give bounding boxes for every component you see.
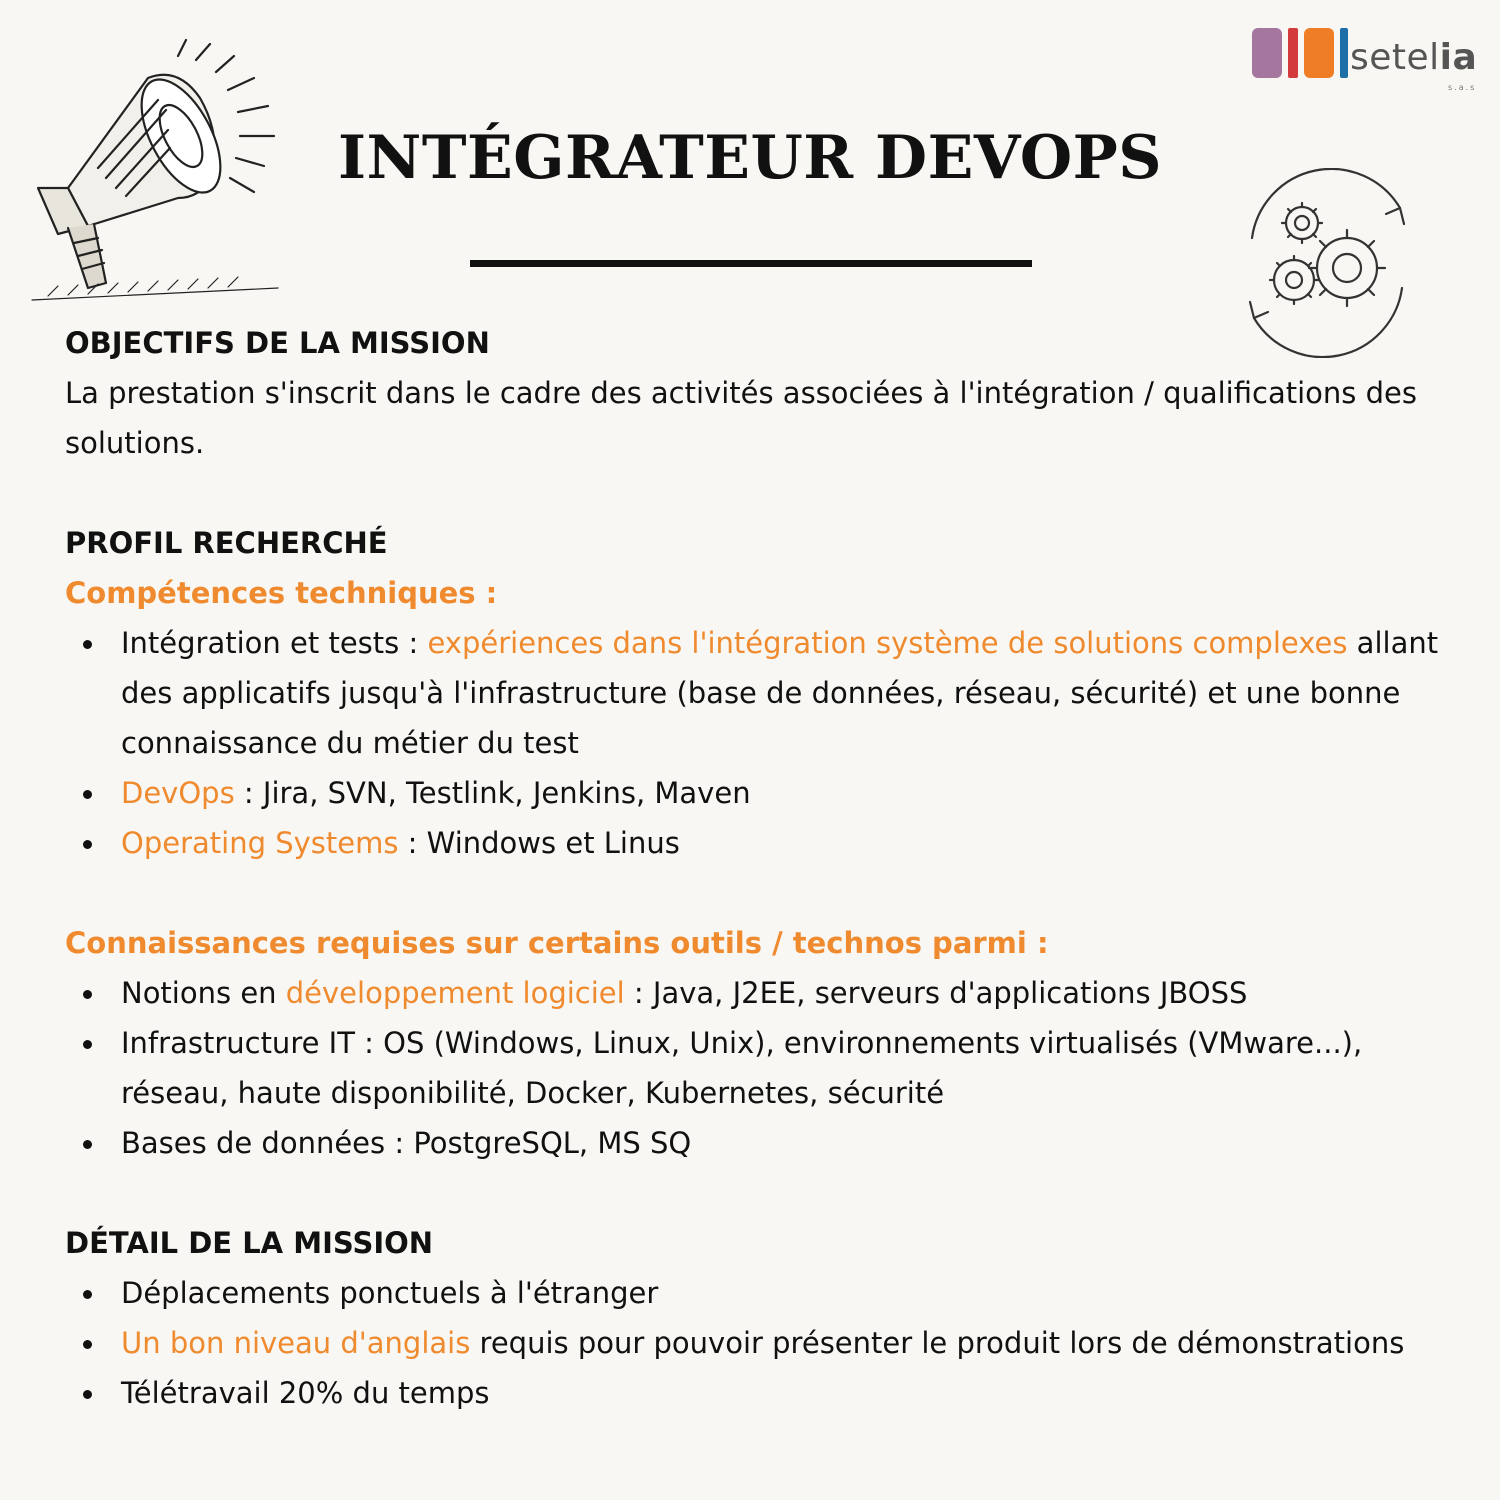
list-item: Bases de données : PostgreSQL, MS SQ [65,1118,1445,1168]
competences-list [65,618,1445,868]
detail-heading: DÉTAIL DE LA MISSION [65,1226,434,1260]
list-item: Infrastructure IT : OS (Windows, Linux, Unix), environnements virtualisés (VMware...), réseau, haute disponibilité, Docker, Kubernetes, sécurité [65,1018,1445,1118]
competences-heading: Compétences techniques : [65,576,498,610]
title-underline [470,260,1032,267]
objectifs-heading: OBJECTIFS DE LA MISSION [65,326,490,360]
list-item: Intégration et tests : expériences dans l'intégration système de solutions complexes allant des applicatifs jusqu'à l'infrastructure (base de données, réseau, sécurité) et une bonne connaissance du métier du test [65,618,1445,768]
profil-heading: PROFIL RECHERCHÉ [65,526,388,560]
logo-subtitle: s.a.s [1448,83,1477,92]
objectifs-text: La prestation s'inscrit dans le cadre des activités associées à l'intégration / qualifications des solutions. [65,376,1417,460]
list-item: Notions en développement logiciel : Java, J2EE, serveurs d'applications JBOSS [65,968,1445,1018]
list-item: DevOps : Jira, SVN, Testlink, Jenkins, Maven [65,768,1445,818]
connaissances-heading: Connaissances requises sur certains outils / technos parmi : [65,926,1049,960]
detail-list [65,1268,1445,1418]
list-item: Un bon niveau d'anglais requis pour pouvoir présenter le produit lors de démonstrations [65,1318,1445,1368]
page-title: INTÉGRATEUR DEVOPS [337,123,1163,193]
logo-wordmark: setelia [1350,37,1478,78]
job-content [65,318,1445,1418]
list-item: Déplacements ponctuels à l'étranger [65,1268,1445,1318]
connaissances-list [65,968,1445,1168]
list-item: Operating Systems : Windows et Linus [65,818,1445,868]
list-item: Télétravail 20% du temps [65,1368,1445,1418]
